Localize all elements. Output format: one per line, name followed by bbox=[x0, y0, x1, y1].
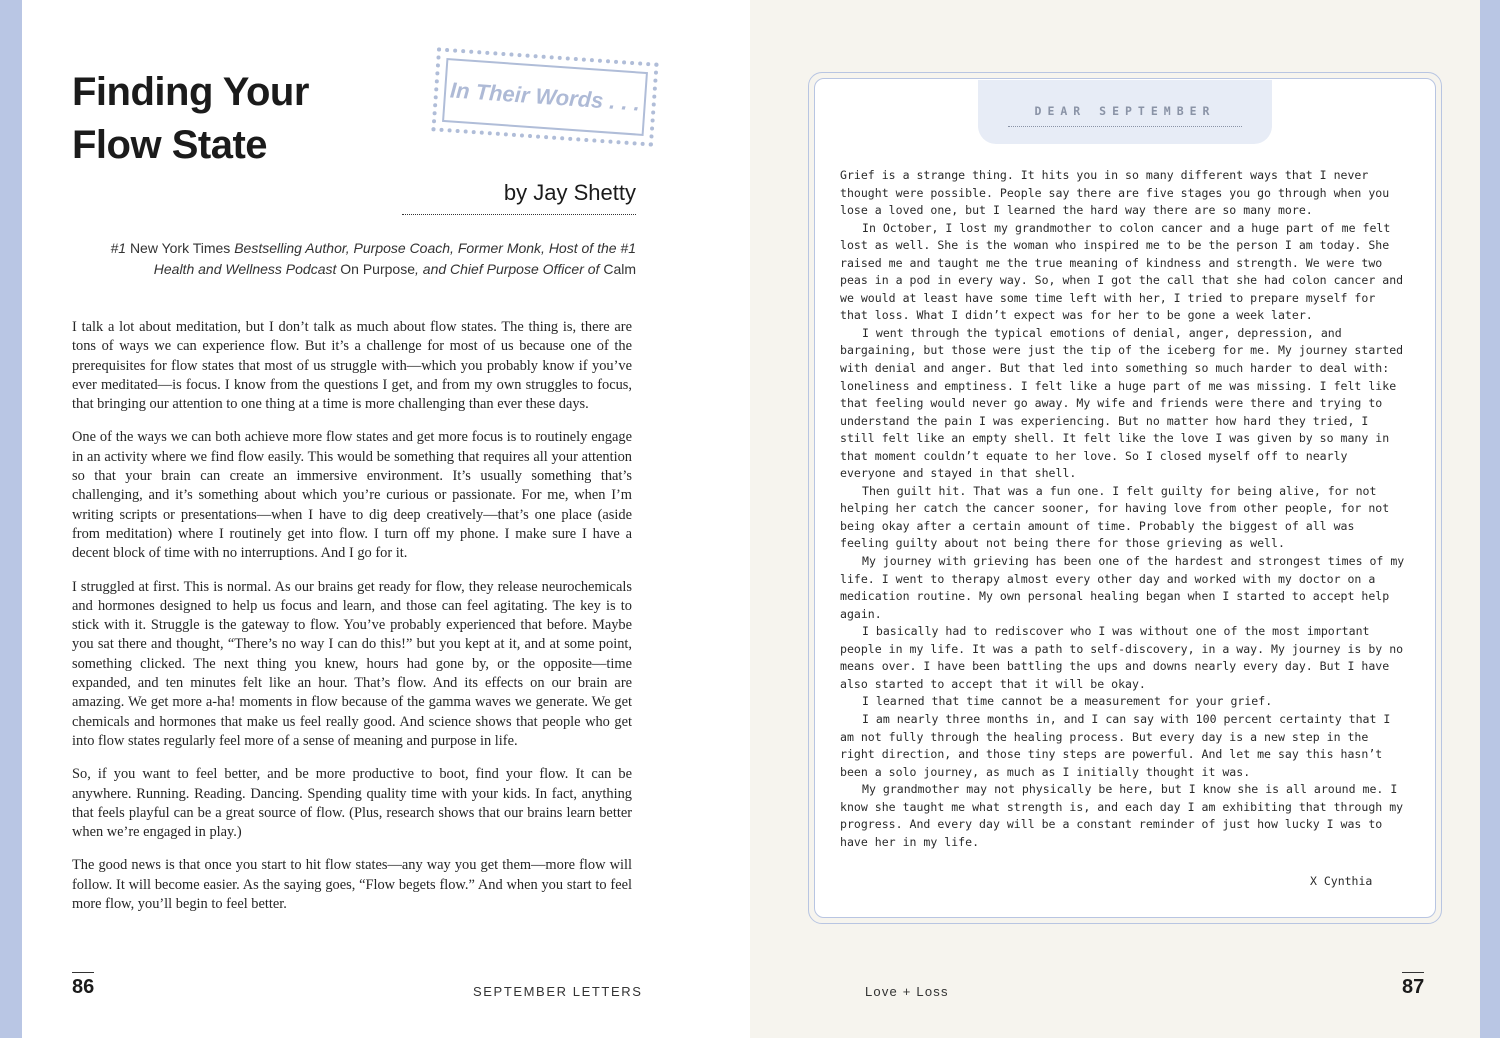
credentials-part-4: On Purpose bbox=[340, 261, 415, 277]
credentials-part-1: #1 bbox=[110, 240, 130, 256]
letter-paragraph: In October, I lost my grandmother to colon cancer and a huge part of me felt lost as well. She is the woman who inspired me to be the person I am today. She raised me and taught me the true meaning of kindness and strength. We were two peas in a pod in every way. So, when I got the call that she had colon cancer and we would at least have some time left with her, I tried to prepare myself for that loss. What I didn’t expect was for her to be gone a week later. bbox=[840, 220, 1404, 323]
letter-paragraph: Then guilt hit. That was a fun one. I felt guilty for being alive, for not helping her catch the cancer sooner, for having love from other people, for not being okay after a certain amount of time. Probably the biggest of all was feeling guilty about not being there for those grieving as well. bbox=[840, 483, 1390, 551]
body-paragraph: One of the ways we can both achieve more flow states and get more focus is to routinely engage in an activity where we find flow easily. This would be something that requires all your attention so that your brain can create an immersive environment. It’s usually something that’s challenging, and it’s something about which you’re curious or passionate. For me, when I’m writing scripts or presentations—when I have to dig deep creatively—that’s one place (aside from meditation) where I routinely get into flow. I turn off my phone. I make sure I have a decent block of time with no interruptions. And I go for it. bbox=[72, 429, 632, 562]
right-page bbox=[750, 0, 1480, 1038]
letter-paragraph: I went through the typical emotions of denial, anger, depression, and bargaining, but those were just the tip of the iceberg for me. My journey started with denial and anger. But that led into something so much harder to deal with: loneliness and emptiness. I felt like a huge part of me was missing. I felt like that feeling would never go away. My wife and friends were there and trying to understand the pain I was experiencing. But no matter how hard they tried, I still felt like an empty shell. It felt like the love I was given by so many in that moment couldn’t equate to her love. So I closed myself off to nearly everyone and stayed in that shell. bbox=[840, 325, 1404, 481]
left-page-edge bbox=[0, 0, 22, 1038]
title-line-1: Finding Your bbox=[72, 70, 309, 114]
credentials-part-6: Calm bbox=[603, 261, 636, 277]
running-head-left: SEPTEMBER LETTERS bbox=[473, 984, 643, 999]
credentials-part-5: , and Chief Purpose Officer of bbox=[415, 261, 604, 277]
running-head-right: Love + Loss bbox=[865, 984, 949, 999]
page-number-left: 86 bbox=[72, 972, 94, 999]
header-dotted-rule bbox=[1008, 126, 1242, 127]
in-their-words-stamp bbox=[431, 47, 658, 146]
credentials-part-3: Bestselling Author, Purpose Coach, Former Monk, Host of the #1 Health and Wellness Podcast bbox=[153, 240, 636, 277]
page-number-right: 87 bbox=[1402, 972, 1424, 999]
article-title bbox=[72, 66, 432, 172]
body-paragraph: The good news is that once you start to hit flow states—any way you get them—more flow will follow. It will become easier. As the saying goes, “Flow begets flow.” And when you start to feel more flow, you’ll begin to feel better. bbox=[72, 857, 632, 913]
body-paragraph: I talk a lot about meditation, but I don’t talk as much about flow states. The thing is, there are tons of ways we can experience flow. But it’s a challenge for most of us because one of the prerequisites for flow states that most of us struggle with—which you probably know if you’ve ever meditated—is focus. I know from the questions I get, and from my own struggles to focus, that bringing our attention to one thing at a time is more challenging than ever these days. bbox=[72, 319, 632, 413]
credentials-part-2: New York Times bbox=[129, 240, 231, 256]
letter-paragraph: My grandmother may not physically be here, but I know she is all around me. I know she taught me what strength is, and each day I am exhibiting that through my progress. And every day will be a constant reminder of just how lucky I was to have her in my life. bbox=[840, 782, 1404, 849]
body-paragraph: I struggled at first. This is normal. As our brains get ready for flow, they release neurochemicals and hormones designed to help us focus and learn, and those can feel agitating. The key is to stick with it. Struggle is the gateway to flow. You’ve probably experienced that before. Maybe you sat there and thought, “There’s no way I can do this!” but you kept at it, and at some point, something clicked. The next thing you knew, hours had gone by, or the opposite—time expanded, and ten minutes felt like an hour. That’s flow. And its effects on our brain are amazing. We get more a-ha! moments in flow because of the gamma waves we generate. We get chemicals and hormones that make us feel really good. And science shows that people who get into flow states regularly feel more of a sense of meaning and purpose in life. bbox=[72, 578, 632, 749]
letter-paragraph: I learned that time cannot be a measurement for your grief. bbox=[862, 694, 1273, 709]
author-credentials bbox=[92, 238, 636, 280]
letter-paragraph: My journey with grieving has been one of the hardest and strongest times of my life. I went to therapy almost every other day and worked with my doctor on a medication routine. My own personal healing began when I started to accept help again. bbox=[840, 554, 1405, 621]
author-byline: by Jay Shetty bbox=[402, 180, 636, 215]
letter-header: DEAR SEPTEMBER bbox=[1034, 104, 1216, 118]
left-page bbox=[22, 0, 750, 1038]
title-line-2: Flow State bbox=[72, 123, 268, 167]
article-body bbox=[72, 318, 632, 928]
right-page-edge bbox=[1480, 0, 1500, 1038]
letter-signature: X Cynthia bbox=[1310, 874, 1373, 888]
letter-paragraph: I am nearly three months in, and I can say with 100 percent certainty that I am not fully through the healing process. But every day is a new step in the right direction, and those tiny steps are powerful. And let me say this hasn’t been a solo journey, as much as I initially thought it was. bbox=[840, 711, 1391, 779]
letter-header-tab bbox=[978, 80, 1272, 144]
stamp-label: In Their Words . . . bbox=[449, 77, 641, 116]
body-paragraph: So, if you want to feel better, and be more productive to boot, find your flow. It can be anywhere. Running. Reading. Dancing. Spending quality time with your kids. In fact, anything that feels playful can be a great source of flow. (Plus, research shows that our brains learn better when we’re engaged in play.) bbox=[72, 766, 632, 841]
letter-paragraph: Grief is a strange thing. It hits you in so many different ways that I never thought were possible. People say there are five stages you go through when you lose a loved one, but I learned the hard way there are so many more. bbox=[840, 168, 1390, 218]
letter-body bbox=[840, 167, 1410, 851]
stamp-inner-border bbox=[442, 58, 648, 136]
letter-paragraph: I basically had to rediscover who I was without one of the most important people in my life. It was a path to self-discovery, in a way. My journey is by no means over. I have been battling the ups and downs nearly every day. But I have also started to accept that it will be okay. bbox=[840, 624, 1404, 691]
